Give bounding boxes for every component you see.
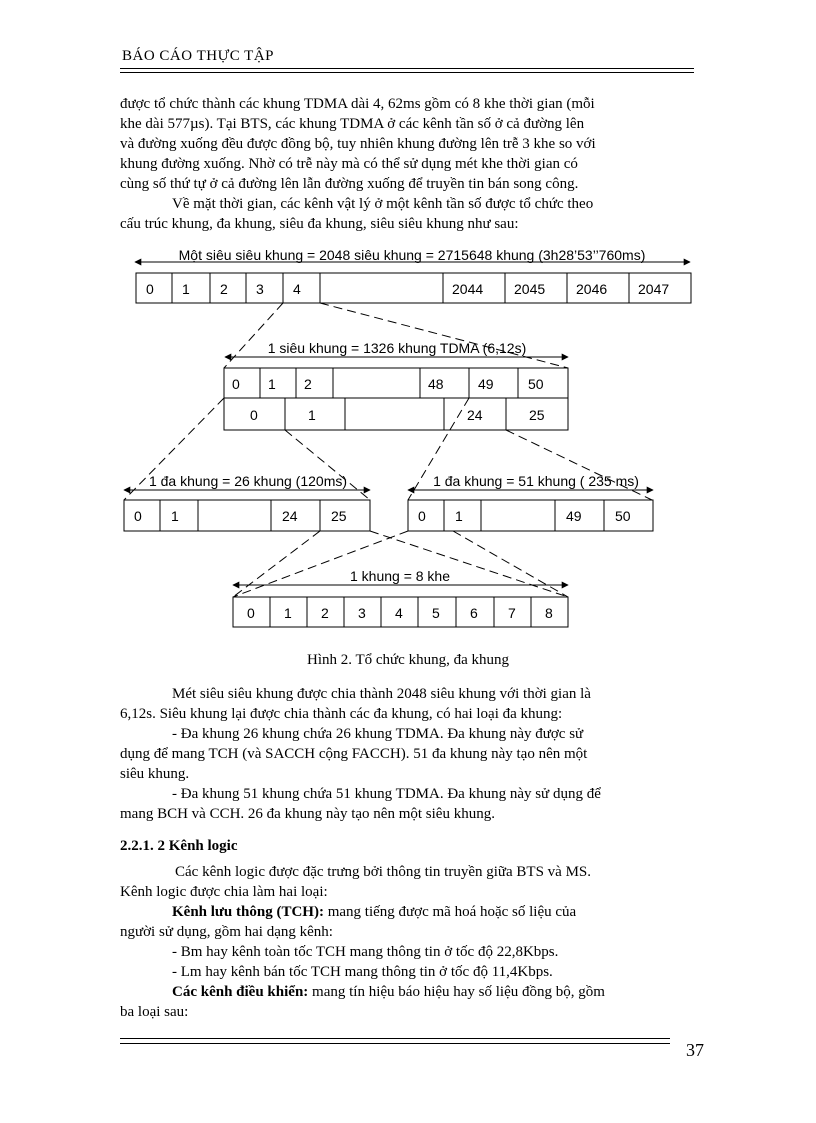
superframe-top-cell: 0 xyxy=(232,376,240,392)
body-paragraph-2 xyxy=(120,862,694,1022)
tch-line xyxy=(120,902,694,922)
hyperframe-label: Một siêu siêu khung = 2048 siêu khung = 2715648 khung (3h28’53’’760ms) xyxy=(178,247,646,263)
frame-slot: 2 xyxy=(321,605,329,621)
text-line: Về mặt thời gian, các kênh vật lý ở một kênh tần số được tổ chức theo xyxy=(172,196,594,212)
hyperframe-cell: 2044 xyxy=(452,281,484,297)
text-line: cấu trúc khung, đa khung, siêu đa khung, siêu siêu khung như sau: xyxy=(120,216,519,232)
text-line: - Đa khung 26 khung chứa 26 khung TDMA. Đa khung này được sử xyxy=(172,726,584,742)
frame-slot: 1 xyxy=(284,605,292,621)
text-line: - Đa khung 51 khung chứa 51 khung TDMA. Đa khung này sử dụng để xyxy=(172,786,601,802)
footer-rule xyxy=(120,1038,670,1039)
frame-slot: 8 xyxy=(545,605,553,621)
multiframe51-cell: 50 xyxy=(615,508,631,524)
frame-slot: 5 xyxy=(432,605,440,621)
control-description: mang tín hiệu báo hiệu hay số liệu đồng bộ, gồm xyxy=(308,984,605,1000)
text-line: Kênh logic được chia làm hai loại: xyxy=(120,884,328,900)
frame-slot: 3 xyxy=(358,605,366,621)
text-line: Mét siêu siêu khung được chia thành 2048 siêu khung với thời gian là xyxy=(172,686,591,702)
superframe-bottom-cell: 1 xyxy=(308,407,316,423)
multiframe51-cell: 1 xyxy=(455,508,463,524)
footer-rule-thin xyxy=(120,1043,670,1044)
figure-caption: Hình 2. Tổ chức khung, đa khung xyxy=(307,652,509,668)
body-paragraph-1 xyxy=(120,684,694,824)
tch-description: mang tiếng được mã hoá hoặc số liệu của xyxy=(323,904,577,920)
superframe-top-cell: 2 xyxy=(304,376,312,392)
expansion-lines-1 xyxy=(224,303,568,368)
frame-slot: 0 xyxy=(247,605,255,621)
multiframe26-cell: 24 xyxy=(282,508,298,524)
multiframe26-cell: 25 xyxy=(331,508,347,524)
superframe-top-cell: 49 xyxy=(478,376,494,392)
text-line: khung đường xuống. Nhờ có trễ này mà có thể sử dụng mét khe thời gian có xyxy=(120,156,578,172)
text-line: dụng để mang TCH (và SACCH cộng FACCH). 51 đa khung này tạo nên một xyxy=(120,746,588,762)
frame-slot: 7 xyxy=(508,605,516,621)
superframe-top-cell: 50 xyxy=(528,376,544,392)
superframe-top-cell: 1 xyxy=(268,376,276,392)
frame-slot: 6 xyxy=(470,605,478,621)
text-line: - Lm hay kênh bán tốc TCH mang thông tin ở tốc độ 11,4Kbps. xyxy=(172,964,553,980)
multiframe26-cell: 0 xyxy=(134,508,142,524)
superframe-top-cell: 48 xyxy=(428,376,444,392)
superframe-bottom-cell: 0 xyxy=(250,407,258,423)
text-line: và đường xuống đều được đồng bộ, tuy nhiên khung đường lên trễ 3 khe so với xyxy=(120,136,596,152)
superframe-bottom-cell: 24 xyxy=(467,407,483,423)
text-line: ba loại sau: xyxy=(120,1004,189,1020)
control-line xyxy=(120,982,694,1002)
superframe-bottom-cell: 25 xyxy=(529,407,545,423)
superframe-label: 1 siêu khung = 1326 khung TDMA (6,12s) xyxy=(267,340,527,356)
page-number: 37 xyxy=(686,1040,704,1060)
text-line: mang BCH và CCH. 26 đa khung này tạo nên một siêu khung. xyxy=(120,806,495,822)
hyperframe-cell: 2046 xyxy=(576,281,608,297)
text-line: cùng số thứ tự ở cả đường lên lẫn đường xuống để truyền tin bán song công. xyxy=(120,176,579,192)
expansion-lines-3 xyxy=(233,531,568,597)
frame-slot: 4 xyxy=(395,605,403,621)
multiframe26-cell: 1 xyxy=(171,508,179,524)
hyperframe-cell: 2 xyxy=(220,281,228,297)
hyperframe-cell: 2047 xyxy=(638,281,670,297)
text-line: siêu khung. xyxy=(120,766,190,782)
multiframe51-cell: 0 xyxy=(418,508,426,524)
control-term: Các kênh điều khiển: xyxy=(172,984,309,1000)
text-line: người sử dụng, gồm hai dạng kênh: xyxy=(120,924,333,940)
multiframe51-cell: 49 xyxy=(566,508,582,524)
hyperframe-cell: 4 xyxy=(293,281,301,297)
text-line: 6,12s. Siêu khung lại được chia thành các đa khung, có hai loại đa khung: xyxy=(120,706,563,722)
frame-label: 1 khung = 8 khe xyxy=(349,568,451,584)
text-line: được tổ chức thành các khung TDMA dài 4, 62ms gồm có 8 khe thời gian (mỗi xyxy=(120,96,595,112)
hyperframe-cell: 1 xyxy=(182,281,190,297)
text-line: - Bm hay kênh toàn tốc TCH mang thông tin ở tốc độ 22,8Kbps. xyxy=(172,944,559,960)
hyperframe-cell: 0 xyxy=(146,281,154,297)
text-line: Các kênh logic được đặc trưng bởi thông tin truyền giữa BTS và MS. xyxy=(175,864,592,880)
hyperframe-cell: 2045 xyxy=(514,281,546,297)
tch-term: Kênh lưu thông (TCH): xyxy=(172,904,324,920)
text-line: khe dài 577µs). Tại BTS, các khung TDMA ở các kênh tần số ở cả đường lên xyxy=(120,116,585,132)
multiframe51-label: 1 đa khung = 51 khung ( 235 ms) xyxy=(433,473,639,489)
multiframe26-label: 1 đa khung = 26 khung (120ms) xyxy=(148,473,348,489)
hyperframe-cell: 3 xyxy=(256,281,264,297)
section-heading: 2.2.1. 2 Kênh logic xyxy=(120,838,238,854)
page-header-title: BÁO CÁO THỰC TẬP xyxy=(122,48,275,64)
